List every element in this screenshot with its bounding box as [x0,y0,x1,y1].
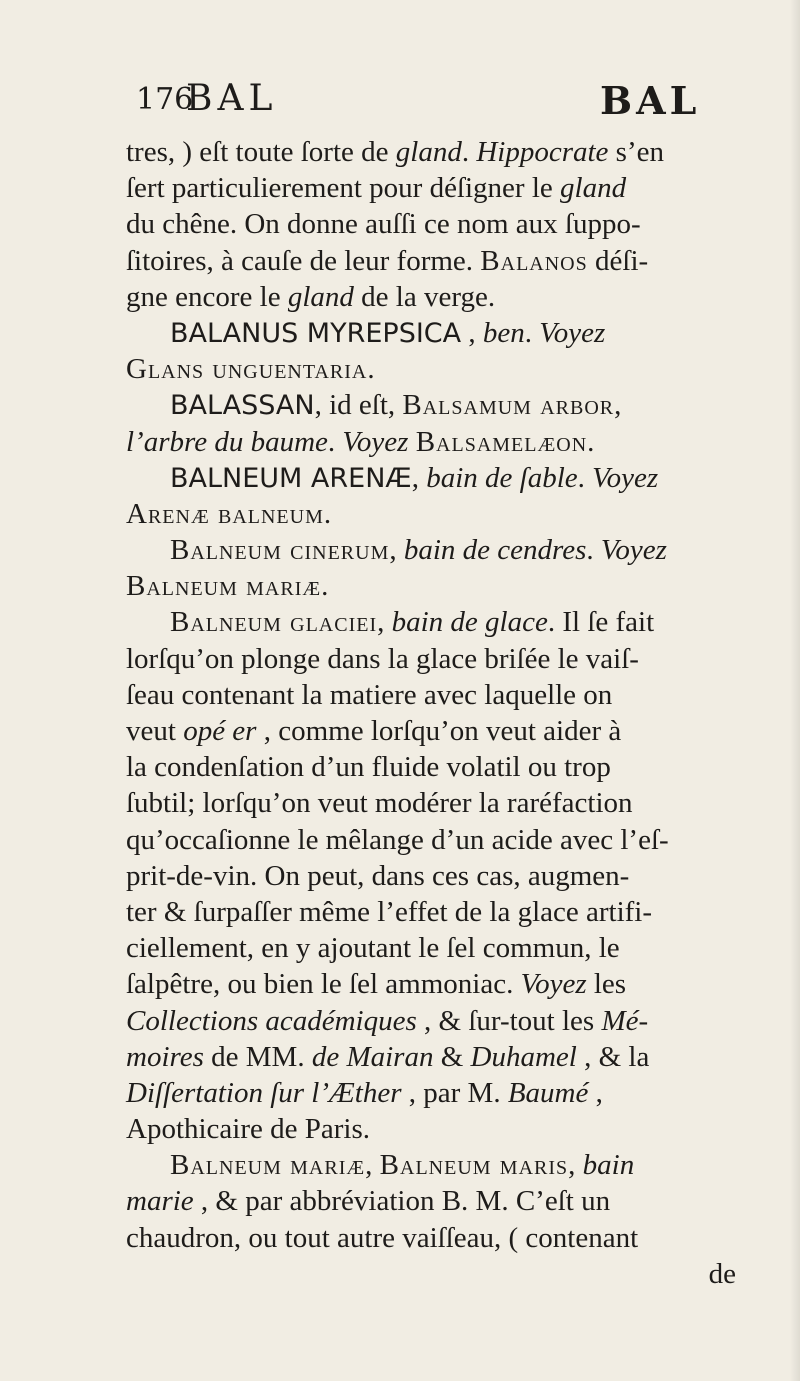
text-segment: Balsamum arbor [402,389,615,422]
text-segment: Mé- [601,1004,649,1037]
text-segment: chaudron, ou tout autre vaiſſeau, ( contenant [126,1221,639,1254]
text-segment: . [586,534,601,567]
text-segment: ſalpêtre, ou bien le ſel ammoniac. [126,968,521,1001]
text-line [126,641,736,677]
text-segment: ter & ſurpaſſer même l’effet de la glace artifi- [126,895,653,928]
text-segment: Diſſertation ſur l’Æther [126,1076,402,1109]
text-segment: Voyez [520,968,587,1001]
text-segment: bain [582,1149,635,1182]
text-line [126,677,736,713]
text-segment: Voyez [592,461,659,494]
running-header [120,78,700,128]
text-segment: tres, ) eſt toute ſorte de [126,136,396,168]
text-line [126,315,736,351]
text-segment: BALANUS MYREPSICA [170,317,462,349]
text-segment: Collections académiques [126,1004,417,1037]
text-segment: Baumé [507,1076,589,1109]
text-segment: , & par abbréviation B. M. C’eſt un [193,1185,611,1218]
text-line [126,532,736,568]
text-segment: Arenæ balneum. [126,497,333,530]
right-heading: BAL [600,78,701,123]
text-segment: , [614,389,622,422]
text-segment: déſi- [587,244,649,277]
text-segment: & [433,1040,471,1073]
text-segment: gland [395,136,462,168]
text-segment: Glans unguentaria. [126,353,376,386]
text-segment: Balneum mariæ [170,1149,366,1182]
text-line [126,424,736,460]
text-line [126,206,736,242]
text-segment: , [568,1149,583,1182]
text-line [126,930,736,966]
text-segment: veut [126,715,184,747]
text-segment: ciellement, en y ajoutant le ſel commun, le [126,932,620,965]
text-segment: bain de ſable [426,461,578,494]
left-heading: BAL [186,78,278,119]
text-line [126,460,736,496]
text-line [126,713,736,749]
text-segment: , [588,1076,603,1109]
text-segment: gland [287,280,354,313]
text-segment: . [577,461,593,494]
text-segment: . Il ſe fait [547,606,655,639]
text-segment: de MM. [203,1040,312,1073]
text-line [126,1220,736,1256]
text-segment: Voyez [342,425,409,458]
text-segment: qu’occaſionne le mêlange d’un acide avec l’eſ- [126,823,669,856]
text-line [126,1039,736,1075]
text-line [126,1111,736,1147]
text-line [126,1075,736,1111]
text-segment: la condenſation d’un fluide volatil ou trop [126,751,611,784]
text-segment: Apothicaire de Paris. [126,1113,371,1146]
text-segment: Balneum cinerum [170,534,390,567]
text-segment: du chêne. On donne auſſi ce nom aux ſuppo- [126,208,641,241]
text-line [126,894,736,930]
text-line [126,1147,736,1183]
text-segment: les [586,968,627,1001]
text-line [126,822,736,858]
page-edge-shadow [790,0,800,1381]
text-segment: bain de cendres [403,534,587,567]
text-line [126,749,736,785]
page-number: 176 [136,82,194,117]
text-segment [408,426,415,458]
text-segment: BALNEUM ARENÆ [170,462,412,494]
text-segment: l’arbre du baume [126,425,328,458]
text-segment: de la verge. [353,280,496,313]
text-segment: Voyez [539,316,606,349]
body-text [126,134,736,1292]
text-line [126,568,736,604]
text-segment: Balsamelæon. [415,425,596,458]
text-line [126,134,736,170]
text-segment: Balneum glaciei [170,606,378,639]
text-line [126,243,736,279]
text-segment: gne encore le [126,280,288,313]
text-line [126,387,736,423]
text-segment: , & la [576,1040,650,1073]
text-segment: , [461,316,483,349]
text-segment: Balanos [480,244,588,277]
text-segment: Balneum mariæ. [126,570,330,603]
text-segment: ben [482,316,525,349]
text-segment: . [327,425,343,458]
text-segment: . [524,316,540,349]
text-line [126,1003,736,1039]
text-line [126,604,736,640]
text-line [126,858,736,894]
text-segment: ſitoires, à cauſe de leur forme. [126,244,481,277]
text-segment: de Mairan [311,1040,434,1073]
text-segment: opé er [183,715,257,747]
text-segment: s’en [608,136,664,168]
text-segment: , comme lorſqu’on veut aider à [256,715,622,747]
text-segment: , [411,461,427,494]
text-line [126,170,736,206]
text-segment: Duhamel [470,1040,577,1073]
text-line [126,966,736,1002]
text-line [126,785,736,821]
text-segment: bain de glace [391,606,548,639]
text-line [126,1256,736,1292]
text-line [126,279,736,315]
text-segment: BALASSAN [170,390,315,422]
text-segment: Hippocrate [476,136,609,168]
text-line [126,351,736,387]
text-line [126,496,736,532]
text-segment: , & ſur-tout les [416,1004,602,1037]
text-segment: , par M. [401,1076,508,1109]
text-segment: , [365,1149,380,1182]
text-segment: moires [126,1040,204,1073]
text-segment: marie [126,1185,194,1218]
text-segment: gland [560,172,627,205]
text-segment: ſert particulierement pour déſigner le [126,172,561,205]
text-line [126,1183,736,1219]
text-segment: ſeau contenant la matiere avec laquelle on [126,678,613,711]
text-segment: , id eſt, [314,389,403,422]
text-segment: de [708,1257,736,1290]
text-segment: , [389,534,404,567]
text-segment: prit-de-vin. On peut, dans ces cas, augmen- [126,859,630,892]
text-segment: lorſqu’on plonge dans la glace briſée le vaiſ- [126,642,639,675]
text-segment: . [461,136,477,168]
text-segment: Voyez [600,534,667,567]
text-segment: , [377,606,392,639]
text-segment: Balneum maris [379,1149,569,1182]
text-segment: ſubtil; lorſqu’on veut modérer la raréfaction [126,787,633,820]
